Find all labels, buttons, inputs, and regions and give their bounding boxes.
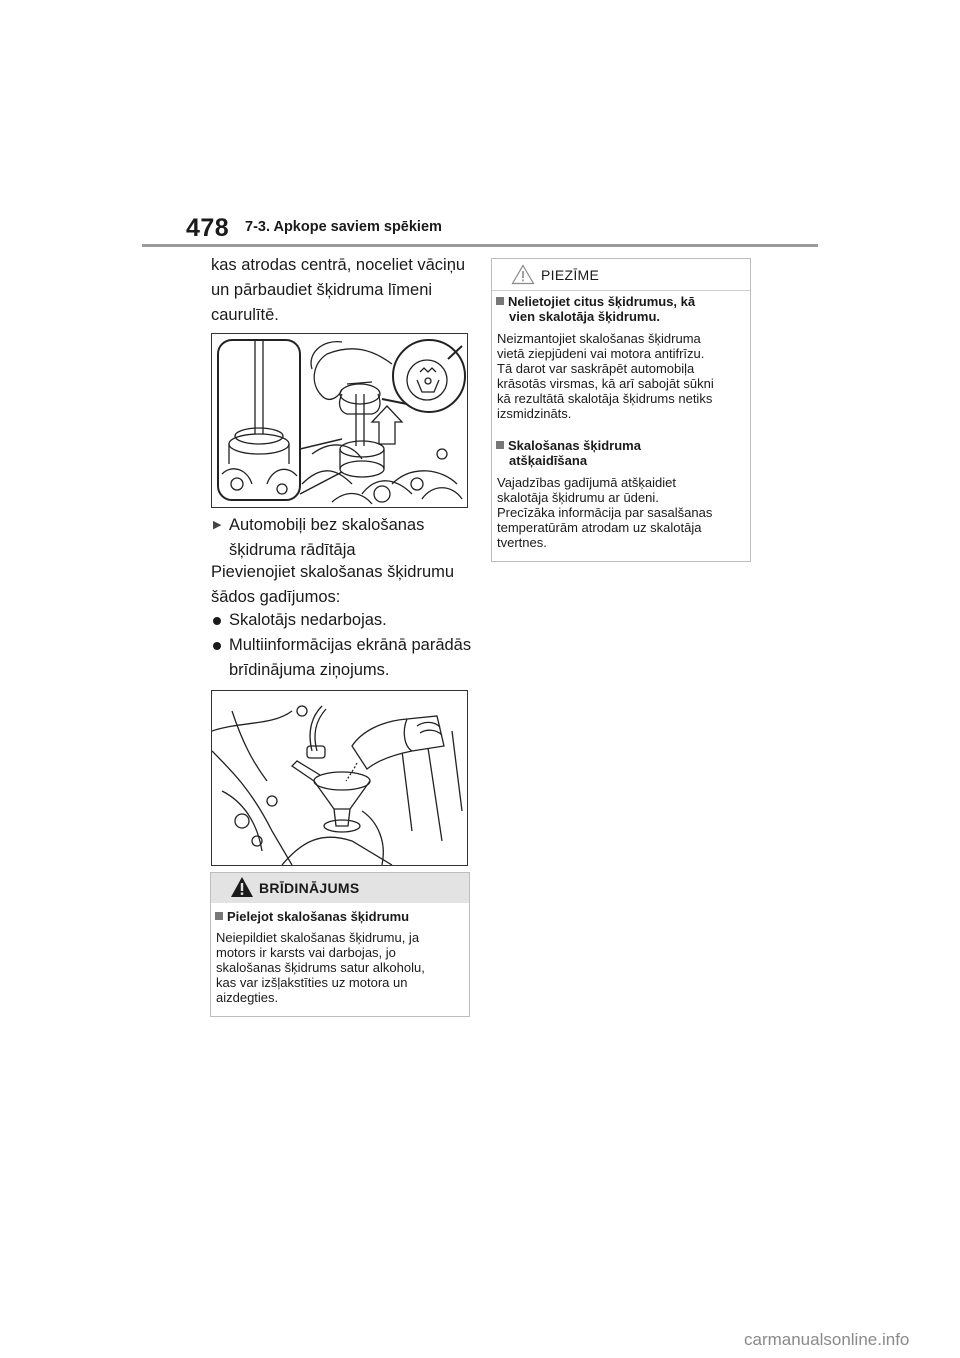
note-title: PIEZĪME — [541, 267, 600, 283]
note-item2-heading — [496, 438, 746, 468]
header-divider — [142, 244, 818, 247]
subsection-line: Automobiļi bez skalošanas — [229, 516, 425, 534]
intro-line: un pārbaudiet šķidruma līmeni — [211, 281, 433, 299]
note-line: Vajadzības gadījumā atšķaidiet — [497, 475, 676, 490]
note-heading-line: vien skalotāja šķidrumu. — [509, 309, 661, 324]
note-heading-line: Nelietojiet citus šķidrumus, kā — [508, 294, 696, 309]
section-title: 7-3. Apkope saviem spēkiem — [245, 219, 442, 235]
subsection-line: šķidruma rādītāja — [229, 541, 356, 559]
note-heading-line: atšķaidīšana — [509, 453, 588, 468]
note-box — [491, 258, 751, 562]
note-line: skalotāja šķidrumu ar ūdeni. — [497, 490, 659, 505]
list-item — [213, 608, 475, 633]
note-item1-text — [497, 331, 747, 421]
square-marker-icon — [215, 912, 223, 920]
bullet-icon — [213, 617, 221, 625]
fluid-level-check-illustration — [211, 333, 468, 508]
note-header — [492, 259, 750, 291]
para-line: šādos gadījumos: — [211, 588, 341, 606]
warning-line: aizdegties. — [216, 990, 279, 1005]
warning-text — [216, 930, 466, 1005]
triangle-marker-icon: ▶ — [213, 519, 222, 531]
square-marker-icon — [496, 297, 504, 305]
warning-heading-text: Pielejot skalošanas šķidrumu — [227, 909, 410, 924]
subsection-heading — [213, 513, 473, 559]
warning-line: Neiepildiet skalošanas šķidrumu, ja — [216, 930, 420, 945]
bullet-line: Multiinformācijas ekrānā parādās — [229, 636, 472, 654]
note-line: Neizmantojiet skalošanas šķidruma — [497, 331, 701, 346]
warning-line: kas var izšļakstīties uz motora un — [216, 975, 408, 990]
add-fluid-paragraph — [211, 560, 473, 610]
note-line: Precīzāka informācija par sasalšanas — [497, 505, 713, 520]
intro-paragraph — [211, 253, 471, 328]
pouring-fluid-illustration — [211, 690, 468, 866]
warning-line: skalošanas šķidrums satur alkoholu, — [216, 960, 425, 975]
warning-heading — [215, 909, 409, 924]
warning-header — [211, 873, 469, 903]
note-line: Tā darot var saskrāpēt automobiļa — [497, 361, 695, 376]
intro-line: kas atrodas centrā, noceliet vāciņu — [211, 256, 466, 274]
caution-triangle-icon — [511, 264, 535, 285]
note-heading-line: Skalošanas šķidruma — [508, 438, 641, 453]
note-item2-text — [497, 475, 747, 550]
bullet-line: Skalotājs nedarbojas. — [229, 611, 387, 629]
note-item1-heading — [496, 294, 746, 324]
note-line: kā rezultātā skalotāja šķidrums netiks — [497, 391, 713, 406]
warning-title: BRĪDINĀJUMS — [259, 880, 360, 896]
para-line: Pievienojiet skalošanas šķidrumu — [211, 563, 455, 581]
warning-box — [210, 872, 470, 1017]
note-line: vietā ziepjūdeni vai motora antifrīzu. — [497, 346, 705, 361]
warning-triangle-icon — [230, 876, 254, 898]
square-marker-icon — [496, 441, 504, 449]
warning-line: motors ir karsts vai darbojas, jo — [216, 945, 396, 960]
note-line: tvertnes. — [497, 535, 547, 550]
bullet-icon — [213, 642, 221, 650]
bullet-line: brīdinājuma ziņojums. — [229, 661, 390, 679]
note-line: krāsotās virsmas, kā arī sabojāt sūkni — [497, 376, 714, 391]
list-item — [213, 633, 475, 683]
page-number: 478 — [186, 214, 230, 242]
watermark-link[interactable]: carmanualsonline.info — [744, 1330, 910, 1349]
intro-line: caurulītē. — [211, 306, 279, 324]
note-line: izsmidzināts. — [497, 406, 572, 421]
note-line: temperatūrām atrodam uz skalotāja — [497, 520, 702, 535]
